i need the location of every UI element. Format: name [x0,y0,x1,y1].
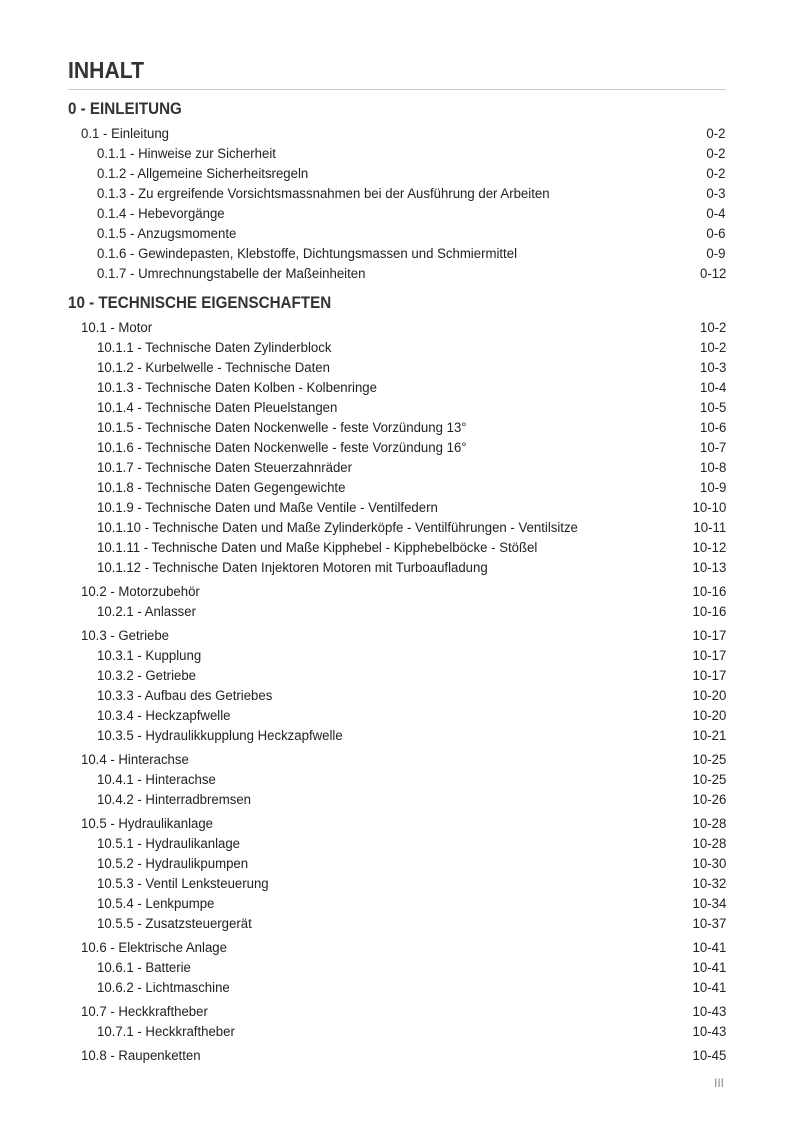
toc-entry-label: 10.1.3 - Technische Daten Kolben - Kolbenringe [97,380,377,396]
toc-entry-page: 10-45 [692,1048,726,1064]
toc-entry-page: 10-28 [692,816,726,832]
toc-subsection-entry[interactable] [68,144,726,164]
toc-entry-label: 0.1.7 - Umrechnungstabelle der Maßeinheiten [97,266,366,282]
toc-subsection-entry[interactable] [68,224,726,244]
toc-subsection-entry[interactable] [68,646,726,666]
toc-subsection-entry[interactable] [68,834,726,854]
toc-entry-page: 10-21 [692,728,726,744]
toc-subsection-entry[interactable] [68,558,726,578]
toc-entry-label: 10.3.4 - Heckzapfwelle [97,708,231,724]
toc-entry-label: 10.1.6 - Technische Daten Nockenwelle - feste Vorzündung 16° [97,440,467,456]
chapter-heading: 0 - EINLEITUNG [68,100,182,118]
toc-subsection-entry[interactable] [68,978,726,998]
page-number: III [713,1076,724,1090]
toc-entry-label: 10.3.1 - Kupplung [97,648,202,664]
toc-entry-page: 10-34 [692,896,726,912]
toc-entry-page: 10-12 [692,540,726,556]
toc-entry-label: 10.5.2 - Hydraulikpumpen [97,856,249,872]
toc-entry-page: 10-17 [692,668,726,684]
toc-entry-page: 10-41 [692,980,726,996]
toc-section [68,318,726,578]
toc-entry-label: 10.8 - Raupenketten [81,1048,201,1064]
toc-entry-page: 10-41 [692,960,726,976]
toc-entry-label: 10.1.11 - Technische Daten und Maße Kipphebel - Kipphebelböcke - Stößel [97,540,538,556]
toc-section [68,582,726,622]
toc-entry-label: 10.1 - Motor [81,320,153,336]
toc-entry-page: 10-4 [699,380,726,396]
toc-subsection-entry[interactable] [68,706,726,726]
toc-entry-label: 10.4.1 - Hinterachse [97,772,216,788]
toc-entry-label: 0.1.4 - Hebevorgänge [97,206,225,222]
toc-entry-label: 10.1.10 - Technische Daten und Maße Zylinderköpfe - Ventilführungen - Ventilsitze [97,520,578,536]
title-divider [68,89,726,90]
toc-subsection-entry[interactable] [68,164,726,184]
toc-entry-label: 10.7 - Heckkraftheber [81,1004,208,1020]
toc-section [68,124,726,284]
toc-entry-page: 0-4 [706,206,726,222]
toc-entry-label: 10.1.12 - Technische Daten Injektoren Motoren mit Turboaufladung [97,560,488,576]
toc-entry-page: 10-32 [692,876,726,892]
toc-entry-label: 10.1.7 - Technische Daten Steuerzahnräder [97,460,353,476]
toc-entry-page: 0-6 [706,226,726,242]
toc-entry-label: 10.4.2 - Hinterradbremsen [97,792,252,808]
toc-subsection-entry[interactable] [68,438,726,458]
toc-section-entry[interactable] [68,1046,726,1066]
toc-entry-page: 10-30 [692,856,726,872]
toc-subsection-entry[interactable] [68,538,726,558]
toc-subsection-entry[interactable] [68,770,726,790]
toc-entry-page: 0-12 [699,266,726,282]
toc-section [68,814,726,934]
toc-entry-page: 0-2 [706,146,726,162]
toc-section [68,1002,726,1042]
toc-entry-page: 10-2 [699,340,726,356]
toc-entry-label: 0.1 - Einleitung [81,126,170,142]
toc-entry-label: 0.1.6 - Gewindepasten, Klebstoffe, Dichtungsmassen und Schmiermittel [97,246,518,262]
toc-entry-label: 10.5.4 - Lenkpumpe [97,896,215,912]
toc-entry-label: 10.5.1 - Hydraulikanlage [97,836,241,852]
toc-entry-label: 10.1.2 - Kurbelwelle - Technische Daten [97,360,330,376]
chapter-heading: 10 - TECHNISCHE EIGENSCHAFTEN [68,294,332,312]
toc-entry-page: 10-41 [692,940,726,956]
toc-subsection-entry[interactable] [68,602,726,622]
toc-entry-label: 0.1.1 - Hinweise zur Sicherheit [97,146,276,162]
toc-entry-label: 10.7.1 - Heckkraftheber [97,1024,235,1040]
toc-section-entry[interactable] [68,1002,726,1022]
toc-subsection-entry[interactable] [68,498,726,518]
toc-subsection-entry[interactable] [68,1022,726,1042]
toc-section-entry[interactable] [68,750,726,770]
toc-entry-label: 0.1.3 - Zu ergreifende Vorsichtsmassnahmen bei der Ausführung der Arbeiten [97,186,550,202]
toc-entry-page: 10-8 [699,460,726,476]
toc-entry-label: 0.1.5 - Anzugsmomente [97,226,237,242]
toc-section [68,750,726,810]
toc-subsection-entry[interactable] [68,458,726,478]
page-title: INHALT [68,57,145,83]
toc-subsection-entry[interactable] [68,686,726,706]
toc-entry-page: 10-17 [692,628,726,644]
toc-subsection-entry[interactable] [68,726,726,746]
toc-entry-page: 0-2 [706,166,726,182]
toc-entry-label: 10.2 - Motorzubehör [81,584,200,600]
toc-subsection-entry[interactable] [68,338,726,358]
toc-entry-label: 10.3 - Getriebe [81,628,170,644]
toc-entry-page: 10-7 [699,440,726,456]
toc-entry-page: 10-20 [692,708,726,724]
toc-entry-page: 0-9 [706,246,726,262]
toc-subsection-entry[interactable] [68,398,726,418]
toc-entry-page: 10-10 [692,500,726,516]
toc-entry-label: 10.1.4 - Technische Daten Pleuelstangen [97,400,338,416]
toc-entry-page: 10-25 [692,752,726,768]
toc-entry-page: 10-2 [699,320,726,336]
toc-entry-label: 10.3.2 - Getriebe [97,668,197,684]
toc-subsection-entry[interactable] [68,874,726,894]
toc-entry-label: 10.5.5 - Zusatzsteuergerät [97,916,252,932]
toc-entry-label: 10.1.5 - Technische Daten Nockenwelle - feste Vorzündung 13° [97,420,467,436]
toc-entry-label: 10.1.9 - Technische Daten und Maße Ventile - Ventilfedern [97,500,438,516]
toc-entry-page: 10-16 [692,584,726,600]
toc-entry-page: 10-3 [699,360,726,376]
toc-subsection-entry[interactable] [68,204,726,224]
toc-subsection-entry[interactable] [68,264,726,284]
toc-entry-page: 10-5 [699,400,726,416]
toc-section [68,1046,726,1066]
toc-entry-page: 10-43 [692,1004,726,1020]
toc-entry-page: 10-16 [692,604,726,620]
toc-body [68,98,726,1066]
toc-subsection-entry[interactable] [68,958,726,978]
toc-subsection-entry[interactable] [68,418,726,438]
toc-entry-page: 10-9 [699,480,726,496]
toc-entry-label: 10.4 - Hinterachse [81,752,189,768]
toc-subsection-entry[interactable] [68,790,726,810]
toc-entry-page: 10-28 [692,836,726,852]
toc-entry-page: 10-37 [692,916,726,932]
toc-entry-label: 10.1.8 - Technische Daten Gegengewichte [97,480,346,496]
toc-section-entry[interactable] [68,124,726,144]
toc-entry-page: 10-43 [692,1024,726,1040]
toc-section-entry[interactable] [68,626,726,646]
toc-subsection-entry[interactable] [68,358,726,378]
toc-entry-page: 0-3 [706,186,726,202]
toc-entry-label: 10.6 - Elektrische Anlage [81,940,227,956]
toc-entry-label: 10.3.5 - Hydraulikkupplung Heckzapfwelle [97,728,343,744]
toc-subsection-entry[interactable] [68,914,726,934]
toc-entry-label: 10.5 - Hydraulikanlage [81,816,214,832]
toc-subsection-entry[interactable] [68,184,726,204]
toc-entry-page: 10-13 [692,560,726,576]
toc-section-entry[interactable] [68,814,726,834]
toc-entry-page: 10-17 [692,648,726,664]
toc-section-entry[interactable] [68,582,726,602]
toc-entry-label: 10.3.3 - Aufbau des Getriebes [97,688,273,704]
toc-entry-page: 10-25 [692,772,726,788]
table-of-contents [68,58,726,1066]
toc-entry-label: 10.2.1 - Anlasser [97,604,197,620]
toc-entry-page: 0-2 [706,126,726,142]
toc-section [68,938,726,998]
toc-section-entry[interactable] [68,318,726,338]
toc-subsection-entry[interactable] [68,378,726,398]
toc-entry-page: 10-26 [692,792,726,808]
toc-subsection-entry[interactable] [68,894,726,914]
toc-subsection-entry[interactable] [68,478,726,498]
toc-subsection-entry[interactable] [68,854,726,874]
toc-entry-label: 10.6.2 - Lichtmaschine [97,980,230,996]
toc-entry-label: 10.1.1 - Technische Daten Zylinderblock [97,340,332,356]
toc-section-entry[interactable] [68,938,726,958]
toc-entry-page: 10-20 [692,688,726,704]
toc-subsection-entry[interactable] [68,518,726,538]
toc-section [68,626,726,746]
toc-subsection-entry[interactable] [68,666,726,686]
toc-subsection-entry[interactable] [68,244,726,264]
toc-entry-page: 10-6 [699,420,726,436]
toc-entry-label: 10.5.3 - Ventil Lenksteuerung [97,876,269,892]
toc-entry-page: 10-11 [693,520,726,536]
toc-entry-label: 10.6.1 - Batterie [97,960,191,976]
toc-entry-label: 0.1.2 - Allgemeine Sicherheitsregeln [97,166,309,182]
